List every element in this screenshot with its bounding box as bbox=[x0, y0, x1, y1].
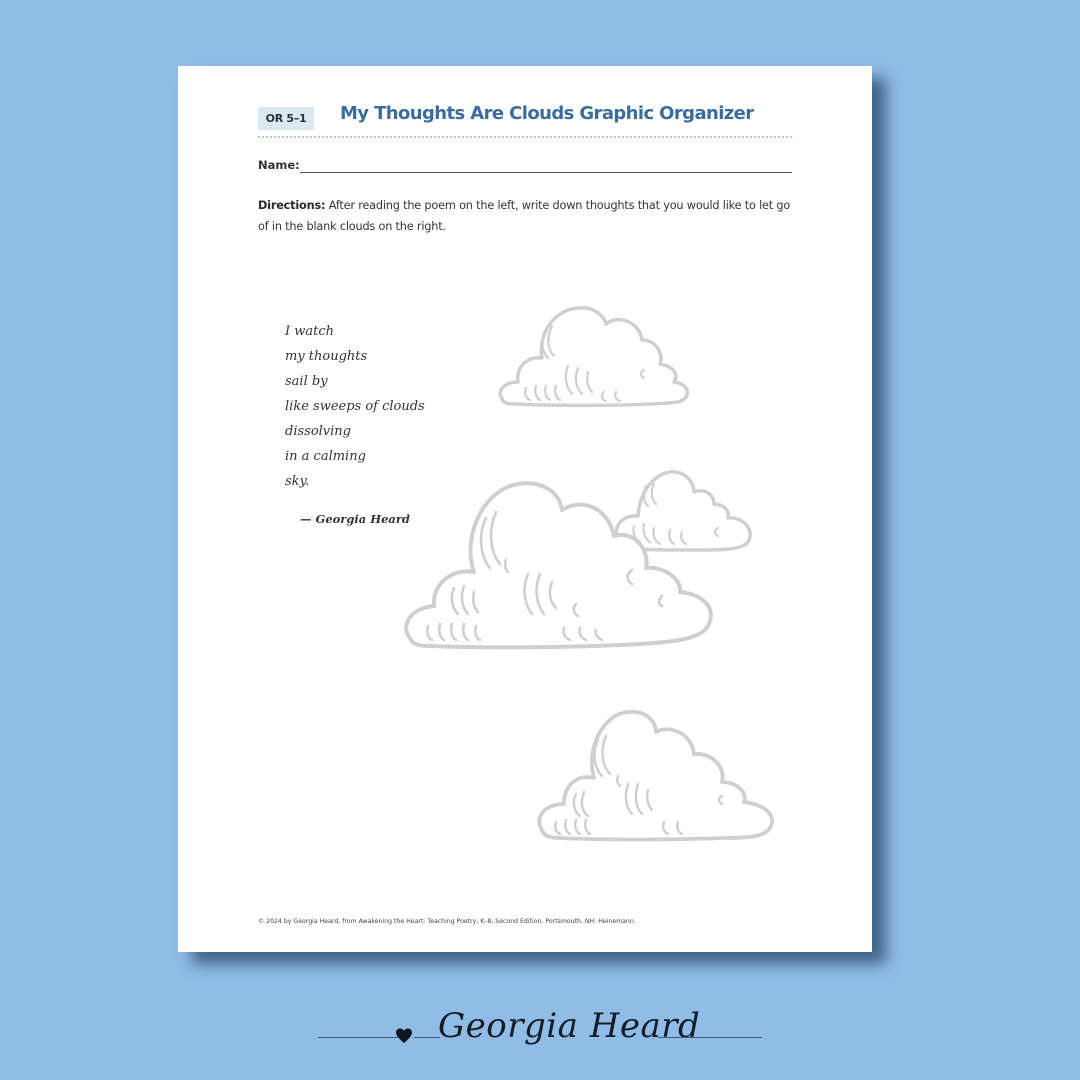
poem-line: my thoughts bbox=[285, 349, 368, 364]
worksheet-title: My Thoughts Are Clouds Graphic Organizer bbox=[340, 103, 754, 124]
cloud-icon[interactable] bbox=[400, 478, 718, 654]
brand-signature bbox=[318, 1000, 762, 1060]
divider-line bbox=[658, 1037, 762, 1038]
divider-line bbox=[414, 1037, 440, 1038]
poem-attribution: — Georgia Heard bbox=[300, 512, 410, 526]
directions-text: After reading the poem on the left, write down thoughts that you would like to let go of in the blank clouds on the right. bbox=[258, 199, 791, 233]
heart-icon bbox=[395, 1028, 413, 1044]
poem-line: dissolving bbox=[285, 424, 352, 439]
poem-line: like sweeps of clouds bbox=[285, 399, 425, 414]
name-label: Name: bbox=[258, 158, 300, 172]
name-field-line[interactable] bbox=[300, 172, 792, 173]
brand-signature-text: Georgia Heard bbox=[438, 1006, 701, 1046]
poem bbox=[285, 321, 425, 496]
copyright-footer: © 2024 by Georgia Heard, from Awakening the Heart: Teaching Poetry, K–8, Second Edition. Portsmouth, NH: Heinemann. bbox=[258, 918, 636, 925]
poem-line: sky. bbox=[285, 474, 310, 489]
cloud-icon[interactable] bbox=[494, 300, 692, 410]
directions-label: Directions: bbox=[258, 199, 326, 212]
divider-line bbox=[318, 1037, 398, 1038]
directions bbox=[258, 195, 798, 237]
worksheet-page bbox=[178, 66, 872, 952]
poem-line: in a calming bbox=[285, 449, 366, 464]
poem-line: I watch bbox=[285, 324, 335, 339]
worksheet-code-badge: OR 5–1 bbox=[258, 107, 314, 130]
worksheet-header bbox=[258, 102, 792, 138]
poem-line: sail by bbox=[285, 374, 328, 389]
name-row bbox=[258, 158, 792, 178]
cloud-icon[interactable] bbox=[532, 704, 782, 846]
